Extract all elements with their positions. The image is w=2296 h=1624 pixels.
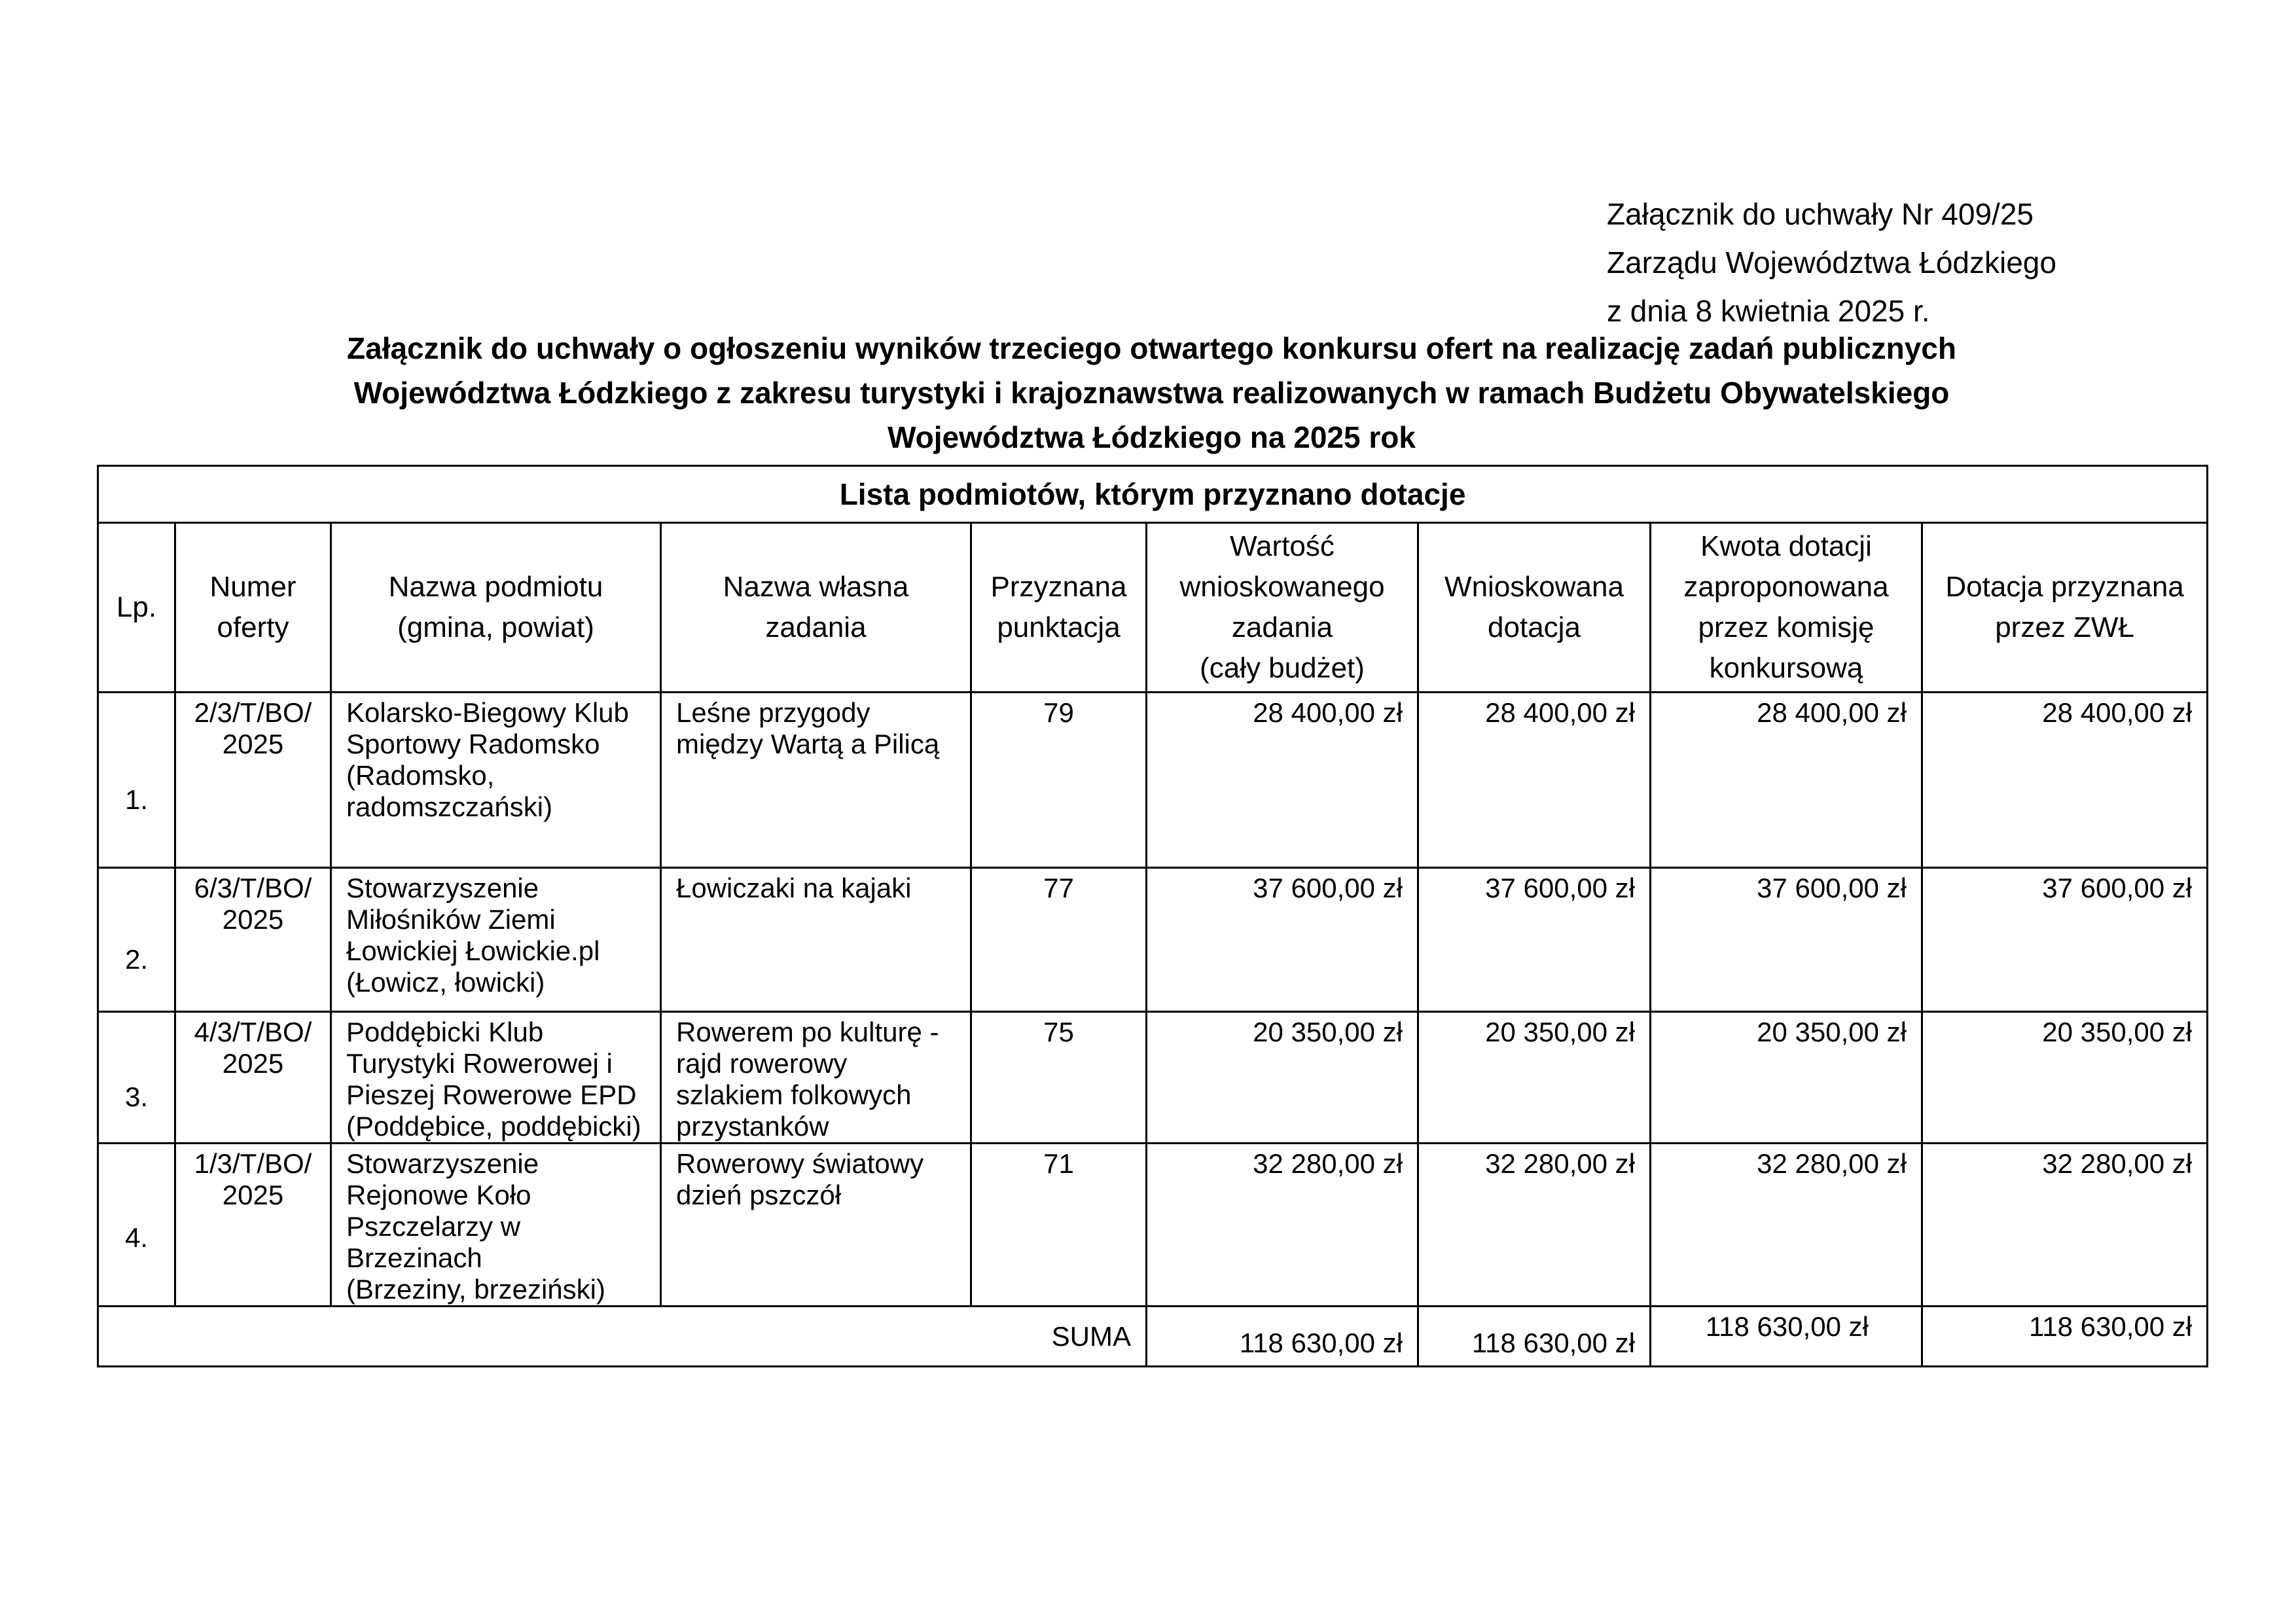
sum-wnioskowana: 118 630,00 zł bbox=[1418, 1307, 1651, 1367]
cell-zwl: 32 280,00 zł bbox=[1922, 1144, 2208, 1307]
cell-wnioskowana: 20 350,00 zł bbox=[1418, 1012, 1651, 1144]
cell-numer-oferty: 6/3/T/BO/ 2025 bbox=[175, 868, 331, 1012]
header-nazwa-podmiotu: Nazwa podmiotu (gmina, powiat) bbox=[331, 523, 661, 693]
cell-zadanie: Rowerem po kulturę - rajd rowerowy szlakiem folkowych przystanków bbox=[661, 1012, 971, 1144]
cell-zwl: 37 600,00 zł bbox=[1922, 868, 2208, 1012]
title-line-1: Załącznik do uchwały o ogłoszeniu wyników trzeciego otwartego konkursu ofert na realizację zadań publicznych bbox=[347, 331, 1956, 365]
cell-wartosc: 32 280,00 zł bbox=[1147, 1144, 1418, 1307]
cell-zwl: 20 350,00 zł bbox=[1922, 1012, 2208, 1144]
cell-podmiot: Poddębicki Klub Turystyki Rowerowej i Pieszej Rowerowe EPD (Poddębice, poddębicki) bbox=[331, 1012, 661, 1144]
header-kwota-komisja: Kwota dotacji zaproponowana przez komisję konkursową bbox=[1651, 523, 1922, 693]
cell-komisja: 20 350,00 zł bbox=[1651, 1012, 1922, 1144]
grants-table bbox=[97, 465, 2208, 1367]
table-row bbox=[98, 1144, 2208, 1307]
cell-numer-oferty: 4/3/T/BO/ 2025 bbox=[175, 1012, 331, 1144]
table-row bbox=[98, 693, 2208, 868]
cell-wnioskowana: 32 280,00 zł bbox=[1418, 1144, 1651, 1307]
cell-punktacja: 79 bbox=[971, 693, 1147, 868]
cell-podmiot: Stowarzyszenie Miłośników Ziemi Łowickiej Łowickie.pl (Łowicz, łowicki) bbox=[331, 868, 661, 1012]
cell-numer-oferty: 2/3/T/BO/ 2025 bbox=[175, 693, 331, 868]
cell-podmiot: Kolarsko-Biegowy Klub Sportowy Radomsko (Radomsko, radomszczański) bbox=[331, 693, 661, 868]
cell-komisja: 28 400,00 zł bbox=[1651, 693, 1922, 868]
title-line-2: Województwa Łódzkiego z zakresu turystyki i krajoznawstwa realizowanych w ramach Budżetu Obywatelskiego bbox=[353, 376, 1950, 410]
cell-lp: 1. bbox=[98, 693, 175, 868]
cell-wnioskowana: 37 600,00 zł bbox=[1418, 868, 1651, 1012]
table-row bbox=[98, 868, 2208, 1012]
cell-punktacja: 77 bbox=[971, 868, 1147, 1012]
cell-lp: 4. bbox=[98, 1144, 175, 1307]
header-wartosc-zadania: Wartość wnioskowanego zadania (cały budżet) bbox=[1147, 523, 1418, 693]
cell-wnioskowana: 28 400,00 zł bbox=[1418, 693, 1651, 868]
header-numer-oferty: Numer oferty bbox=[175, 523, 331, 693]
sum-wartosc: 118 630,00 zł bbox=[1147, 1307, 1418, 1367]
document-title bbox=[97, 326, 2206, 460]
cell-lp: 2. bbox=[98, 868, 175, 1012]
cell-wartosc: 28 400,00 zł bbox=[1147, 693, 1418, 868]
sum-row bbox=[98, 1307, 2208, 1367]
header-lp: Lp. bbox=[98, 523, 175, 693]
cell-podmiot: Stowarzyszenie Rejonowe Koło Pszczelarzy w Brzezinach (Brzeziny, brzeziński) bbox=[331, 1144, 661, 1307]
cell-punktacja: 75 bbox=[971, 1012, 1147, 1144]
header-wnioskowana-dotacja: Wnioskowana dotacja bbox=[1418, 523, 1651, 693]
resolution-header bbox=[1607, 190, 2056, 335]
sum-label: SUMA bbox=[98, 1307, 1147, 1367]
sum-komisja: 118 630,00 zł bbox=[1651, 1307, 1922, 1367]
cell-komisja: 32 280,00 zł bbox=[1651, 1144, 1922, 1307]
cell-lp: 3. bbox=[98, 1012, 175, 1144]
cell-zadanie: Leśne przygody między Wartą a Pilicą bbox=[661, 693, 971, 868]
title-line-3: Województwa Łódzkiego na 2025 rok bbox=[888, 420, 1416, 454]
cell-zadanie: Łowiczaki na kajaki bbox=[661, 868, 971, 1012]
cell-zwl: 28 400,00 zł bbox=[1922, 693, 2208, 868]
header-line-3: z dnia 8 kwietnia 2025 r. bbox=[1607, 294, 1930, 328]
cell-punktacja: 71 bbox=[971, 1144, 1147, 1307]
table-row bbox=[98, 1012, 2208, 1144]
header-dotacja-zwl: Dotacja przyznana przez ZWŁ bbox=[1922, 523, 2208, 693]
header-line-2: Zarządu Województwa Łódzkiego bbox=[1607, 245, 2056, 280]
cell-wartosc: 37 600,00 zł bbox=[1147, 868, 1418, 1012]
sum-zwl: 118 630,00 zł bbox=[1922, 1307, 2208, 1367]
cell-numer-oferty: 1/3/T/BO/ 2025 bbox=[175, 1144, 331, 1307]
header-punktacja: Przyznana punktacja bbox=[971, 523, 1147, 693]
cell-wartosc: 20 350,00 zł bbox=[1147, 1012, 1418, 1144]
cell-zadanie: Rowerowy światowy dzień pszczół bbox=[661, 1144, 971, 1307]
table-header-row bbox=[98, 523, 2208, 693]
cell-komisja: 37 600,00 zł bbox=[1651, 868, 1922, 1012]
table-caption: Lista podmiotów, którym przyznano dotacje bbox=[98, 466, 2208, 523]
header-line-1: Załącznik do uchwały Nr 409/25 bbox=[1607, 197, 2034, 231]
header-nazwa-zadania: Nazwa własna zadania bbox=[661, 523, 971, 693]
